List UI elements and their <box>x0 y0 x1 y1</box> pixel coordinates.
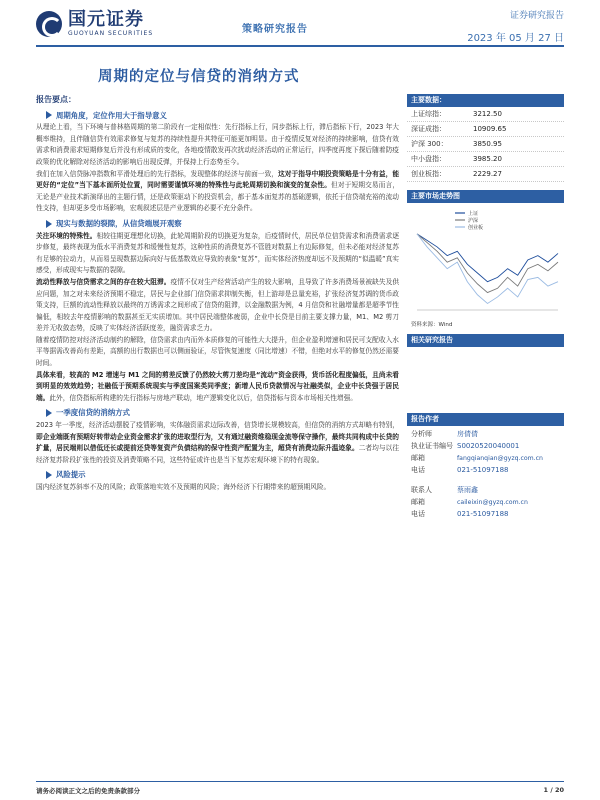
author-header: 报告作者 <box>407 413 564 426</box>
related-reports-header: 相关研究报告 <box>407 334 564 347</box>
section-heading <box>46 407 399 419</box>
report-category: 证券研究报告 <box>509 11 564 21</box>
index-value: 10909.65 <box>473 125 507 133</box>
arrow-bullet-icon <box>46 220 52 228</box>
report-title: 周期的定位与信贷的消纳方式 <box>98 68 300 85</box>
index-row <box>407 122 564 137</box>
page-number: 1 / 20 <box>543 786 564 794</box>
summary-column <box>36 94 399 494</box>
analyst-field-label: 邮箱 <box>411 454 425 462</box>
footer-disclaimer: 请务必阅读正文之后的免责条款部分 <box>36 787 140 795</box>
analyst-field-value: S0020520040001 <box>457 442 520 450</box>
report-type: 策略研究报告 <box>242 24 308 35</box>
analyst-row <box>407 452 564 464</box>
index-row <box>407 137 564 152</box>
analyst-field-label: 联系人 <box>411 486 432 494</box>
index-row <box>407 152 564 167</box>
header-divider <box>36 45 564 47</box>
arrow-bullet-icon <box>46 471 52 479</box>
analyst-row <box>407 440 564 452</box>
legend-label: 上证 <box>468 211 479 217</box>
logo-mark-icon <box>36 11 62 37</box>
analyst-list <box>407 428 564 520</box>
logo-cn: 国元证券 <box>68 9 144 30</box>
body-paragraph: 2023 年一季度，经济活动摆脱了疫情影响，实体融资需求边际改善，信贷增长规模较高，但信贷的消纳方式却略有特别，即企业端既有预期好转带动企业资金需求扩张的进取型行为，又有通过融资维稳现金流等保守操作，最终共同构成中长贷的扩量，居民端则以借低还长或提前还贷等复资产负债结构的保守性资产配置为主，超贷有消费边际升温迹象。二者均与以往经济复苏阶段扩张性的投资及消费策略不同，这些特征或许也是当下复苏宏观环境下的特有现象。 <box>36 421 400 464</box>
body-paragraph: 从理论上看，当下环境与普林格周期的第二阶段有一定相似性：先行指标上行，同步指标上行，滞后指标下行，2023 年大概率维持，且伴随信贷有效需求修复与复苏的持续性提升其特征可能更加明显。由于疫情反复对经济的持续影响，信贷有效需求和消费需求短期修复后并没有形成质的变化，各地疫情散发再次扰动经济活动的正常运行，四季度再度下探后随着防疫政策的优化解除对经济活动的影响后出现反弹，并保持上行态势至今。 <box>36 123 399 166</box>
index-label: 上证综指： <box>411 110 446 118</box>
market-trend-svg <box>407 205 564 320</box>
series-line-2 <box>417 234 558 293</box>
index-label: 沪深 300： <box>411 140 448 148</box>
body-paragraph: 具体来看，较高的 M2 增速与 M1 之间的剪差反馈了仍然较大剪刀差均是“流动”资金获得，货币活化程度偏低，且尚未看到明显的效效趋势；社融低于预期系统现实与季度国案类同季度；新增人民币贷款情况与社融类似，企业中长贷强于居民端。此外，信贷指标所构建的先行指标与房地产联动，地产逻辑变化以后，信贷指标与资本市场相关性增强。 <box>36 370 399 402</box>
index-row <box>407 107 564 122</box>
index-value: 3212.50 <box>473 110 502 118</box>
logo-en: GUOYUAN SECURITIES <box>68 30 154 37</box>
analyst-field-label: 邮箱 <box>411 498 425 506</box>
analyst-field-value: 021-51097188 <box>457 510 509 518</box>
analyst-field-value: 021-51097188 <box>457 466 509 474</box>
section-title: 现实与数据的裂隙，从信贷端展开观察 <box>56 218 182 228</box>
index-value: 2229.27 <box>473 170 502 178</box>
body-paragraph: 我们在加入信贷脉冲指数和平滑处理后的先行指标，发现整体的经济与前面一致，这对于指导中期投资策略是十分有益，能更好的“定位”当下基本面所处位置，同时需要谨慎环境的特殊性与此轮周期切换和演变的复杂性。但对于短期交易而言，无论是产业技术新演绎出的主题行情，还是政策驱动下的投资机会，都于基本面复苏的基础逻辑，依托于信贷端充裕的流动性支持，但却更多受市场影响，宏观叙述层是产业逻辑的必要不充分条件。 <box>36 169 400 213</box>
analyst-field-label: 执业证书编号 <box>411 442 453 450</box>
main-data-header: 主要数据： <box>407 94 564 107</box>
body-paragraph: 国内经济复苏斜率不及的风险；政策落地实效不及预期的风险；海外经济下行期带来的超预期风险。 <box>36 483 331 491</box>
analyst-field-value[interactable]: fangqianqian@gyzq.com.cn <box>457 454 543 462</box>
section-heading <box>46 469 399 481</box>
summary-heading: 报告要点： <box>36 95 76 104</box>
analyst-field-label: 分析师 <box>411 430 432 438</box>
footer-divider <box>36 781 564 782</box>
section-title: 一季度信贷的消纳方式 <box>56 408 130 418</box>
chart-header: 主要市场走势图 <box>407 190 564 203</box>
index-label: 深证成指： <box>411 125 446 133</box>
section-title: 周期角度，定位作用大于指导意义 <box>56 110 167 120</box>
arrow-bullet-icon <box>46 409 52 417</box>
index-value: 3850.95 <box>473 140 502 148</box>
body-paragraph: 流动性释放与信贷需求之间的存在较大阻滞。疫情不仅对生产经营活动产生的较大影响，且导致了许多消费场景被缺失及供应问题，加之对未来经济预期不稳定，居民与企业部门信贷需求抑制失衡，但上游却是总量充裕，扩张经济复苏调的货币政策支持，巨额的流动性释放以最终的万诱需求之间形成了信贷的阻滞，以金融数据为例，4 月信贷和社融增量都是超季节性偏低，相较去年疫情影响的数据甚至无实质增加。其中居民端整体疲弱，企业中长贷是目前主要支撑力量，M1、M2 剪刀差并无收敛态势，反映了实体经济活跃度差，融资需求乏力。 <box>36 277 400 333</box>
body-paragraph: 关注环境的特殊性。相较往期更理想化切换，此轮周期阶段的切换更为复杂，后疫情时代，居民单位信贷需求和消费需求逐步修复，最终表现为低水平消费复苏和缓慢性复苏，这种性质的消费复苏不管胜对数据上有边际修复，但未必能对经济复苏有足够的拉动力，从而易呈现数据边际向好与低基数效应导致的表象“复苏”，而实体经济热度却远不及预期的“似温暖”真实感受，形成现实与数据的裂隙。 <box>36 231 400 275</box>
arrow-bullet-icon <box>46 111 52 119</box>
sidebar <box>407 94 564 520</box>
market-trend-chart <box>407 205 564 320</box>
body-paragraph: 随着疫情防控对经济活动制约的解除，信贷需求由内而外本质修复的可能性大大提升，但企业盈利增速和居民可支配收入水平等据需改善尚有差距，高额的出行数据也可以侧面验证，尽管恢复速度（同比增速）不错，但绝对水平的修复仍然还需要时间。 <box>36 335 399 368</box>
index-label: 中小盘指： <box>411 155 446 163</box>
section-heading <box>46 110 399 122</box>
company-logo <box>36 10 153 37</box>
analyst-row <box>407 496 564 508</box>
section-heading <box>46 218 399 230</box>
legend-label: 沪深 <box>468 218 479 224</box>
index-label: 创业板指： <box>411 170 446 178</box>
series-line-1 <box>417 234 558 282</box>
analyst-row <box>407 464 564 476</box>
header-meta <box>467 8 564 44</box>
analyst-row <box>407 484 564 496</box>
analyst-field-value: 蔡雨鑫 <box>457 486 478 494</box>
analyst-field-label: 电话 <box>411 510 425 518</box>
legend-label: 创业板 <box>468 225 484 231</box>
analyst-row <box>407 508 564 520</box>
index-value: 3985.20 <box>473 155 502 163</box>
chart-source: 资料来源：Wind <box>411 322 453 328</box>
analyst-field-label: 电话 <box>411 466 425 474</box>
section-title: 风险提示 <box>56 470 86 480</box>
index-row <box>407 167 564 182</box>
analyst-field-value[interactable]: caileixin@gyzq.com.cn <box>457 498 528 506</box>
analyst-row <box>407 428 564 440</box>
report-date: 2023 年 05 月 27 日 <box>467 33 564 44</box>
analyst-field-value: 房倩倩 <box>457 430 478 438</box>
related-reports-list <box>407 347 564 413</box>
